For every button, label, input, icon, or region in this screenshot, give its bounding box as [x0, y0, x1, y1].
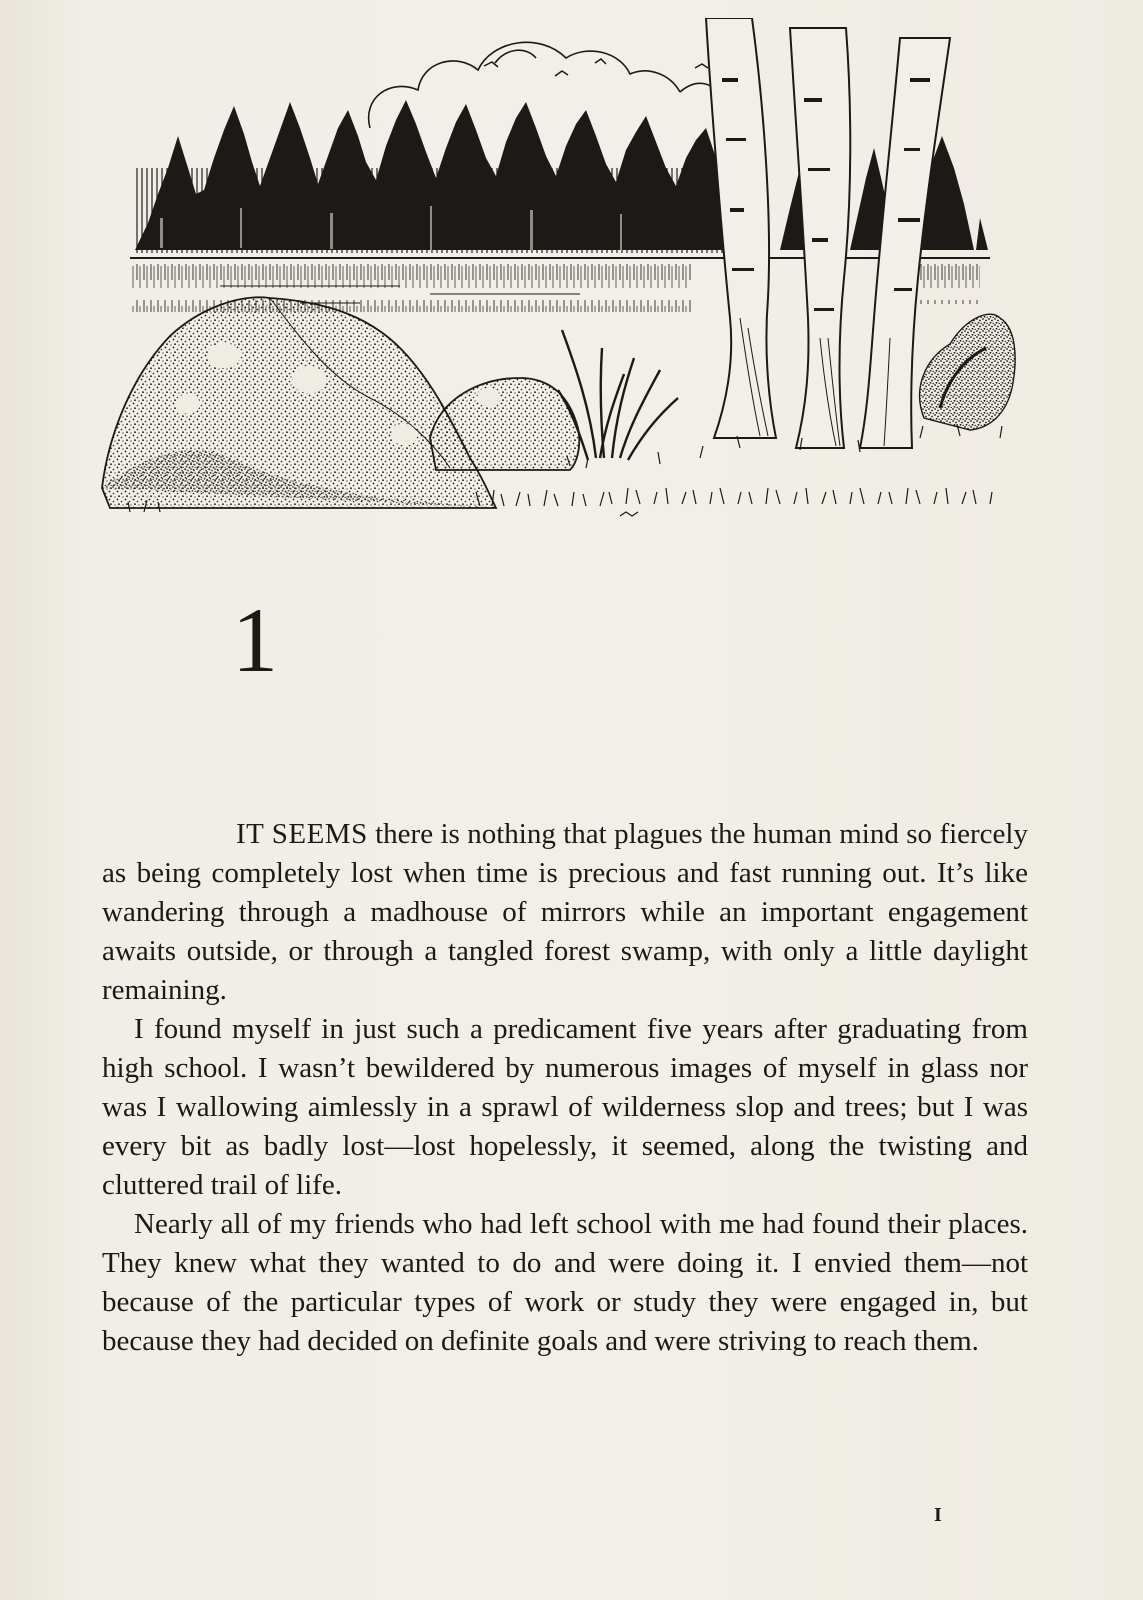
opening-words: IT SEEMS: [236, 818, 368, 850]
chapter-number: 1: [232, 589, 278, 691]
small-boulder: [430, 378, 579, 470]
chapter-text: [102, 815, 1028, 1361]
conifer-treeline: [135, 100, 988, 253]
paragraph-1: [102, 815, 1028, 1010]
lake-water: [132, 264, 692, 312]
birch-trees: [706, 18, 950, 448]
shrub: [920, 314, 1015, 430]
large-boulder: [102, 297, 496, 508]
lake-forest-birch-boulders-illustration: [100, 18, 1020, 533]
cloud-outline: [369, 42, 720, 128]
paragraph-2: I found myself in just such a predicament five years after graduating from high school. I wasn’t bewildered by numerous images of myself in glass nor was I wallowing aimlessly in a sprawl of wilderness slop and trees; but I was every bit as badly lost—lost hopelessly, it seemed, along the twisting and cluttered trail of life.: [102, 1013, 1028, 1201]
paragraph-1-text: there is nothing that plagues the human mind so fiercely as being completely lost when time is precious and fast running out. It’s like wandering through a madhouse of mirrors while an important engagement awaits outside, or through a tangled forest swamp, with only a little daylight remaining.: [102, 818, 1028, 1006]
paragraph-3: Nearly all of my friends who had left school with me had found their places. They knew what they wanted to do and were doing it. I envied them—not because of the particular types of work or study they were engaged in, but because they had decided on definite goals and were striving to reach them.: [102, 1208, 1028, 1357]
page-number: I: [934, 1504, 942, 1526]
